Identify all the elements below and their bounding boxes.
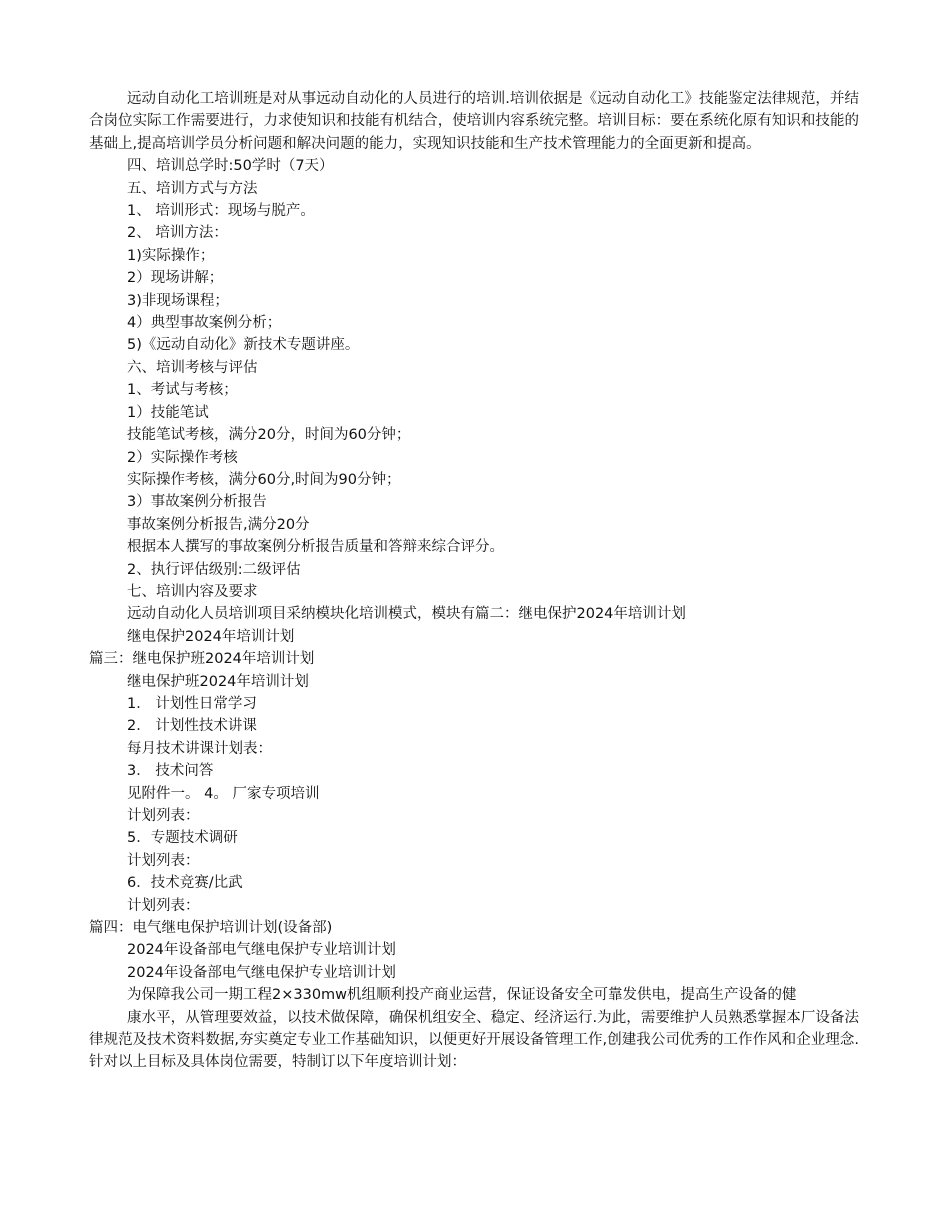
- closing-paragraph: 康水平，从管理要效益，以技术做保障，确保机组安全、稳定、经济运行.为此，需要维护人员熟悉掌握本厂设备法律规范及技术资料数据,夯实奠定专业工作基础知识，以便更好开展设备管理工作,创建我公司优秀的工作作风和企业理念.针对以上目标及具体岗位需要，特制订以下年度培训计划：: [89, 1009, 859, 1071]
- text-line: 2）现场讲解；: [127, 270, 224, 287]
- text-line: 四、培训总学时:50学时（7天）: [127, 158, 334, 175]
- text-line: 每月技术讲课计划表：: [127, 740, 272, 757]
- document-page: [89, 88, 859, 1074]
- document-lines: [89, 155, 859, 984]
- text-line: 3)非现场课程；: [127, 292, 229, 309]
- text-line: 5)《远动自动化》新技术专题讲座。: [127, 337, 360, 354]
- text-line: 六、培训考核与评估: [127, 359, 258, 376]
- text-line: 1、 培训形式：现场与脱产。: [127, 203, 315, 220]
- text-line: 技能笔试考核，满分20分，时间为60分钟；: [127, 427, 411, 444]
- text-line: 远动自动化人员培训项目采纳模块化培训模式，模块有篇二：继电保护2024年培训计划: [127, 606, 686, 623]
- text-line: 七、培训内容及要求: [127, 583, 258, 600]
- text-line: 篇三：继电保护班2024年培训计划: [89, 651, 315, 668]
- text-line: 计划列表：: [127, 808, 200, 824]
- text-line: 1)实际操作；: [127, 247, 215, 264]
- text-line: 2、 培训方法：: [127, 225, 228, 242]
- text-line: 2024年设备部电气继电保护专业培训计划: [127, 964, 396, 981]
- text-line: 事故案例分析报告,满分20分: [127, 516, 310, 533]
- text-line: 2、执行评估级别:二级评估: [127, 561, 301, 578]
- text-line: 2． 计划性技术讲课: [127, 718, 257, 735]
- text-line: 5．专题技术调研: [127, 830, 238, 847]
- text-line: 6．技术竞赛/比武: [127, 875, 243, 892]
- text-line: 计划列表：: [127, 897, 200, 914]
- text-line: 1、考试与考核；: [127, 382, 238, 399]
- text-line: 继电保护2024年培训计划: [127, 628, 295, 645]
- text-line: 3． 技术问答: [127, 763, 214, 780]
- text-line: 2）实际操作考核: [127, 449, 238, 466]
- text-line: 继电保护班2024年培训计划: [127, 673, 309, 690]
- closing-paragraph-start: 为保障我公司一期工程2×330mw机组顺利投产商业运营，保证设备安全可靠发供电，提高生产设备的健: [127, 987, 797, 1004]
- intro-paragraph: 远动自动化工培训班是对从事远动自动化的人员进行的培训.培训依据是《远动自动化工》技能鉴定法律规范，并结合岗位实际工作需要进行，力求使知识和技能有机结合，使培训内容系统完整。培训目标：要在系统化原有知识和技能的基础上,提高培训学员分析问题和解决问题的能力，实现知识技能和生产技术管理能力的全面更新和提高。: [89, 91, 859, 152]
- text-line: 4）典型事故案例分析；: [127, 315, 282, 332]
- text-line: 1． 计划性日常学习: [127, 695, 257, 712]
- text-line: 2024年设备部电气继电保护专业培训计划: [127, 942, 396, 959]
- text-line: 根据本人撰写的事故案例分析报告质量和答辩来综合评分。: [127, 539, 504, 556]
- text-line: 计划列表：: [127, 852, 200, 869]
- text-line: 实际操作考核，满分60分,时间为90分钟；: [127, 471, 401, 488]
- text-line: 1）技能笔试: [127, 404, 209, 421]
- text-line: 3）事故案例分析报告: [127, 494, 267, 511]
- text-line: 五、培训方式与方法: [127, 180, 258, 197]
- text-line: 篇四：电气继电保护培训计划(设备部): [89, 920, 333, 937]
- text-line: 见附件一。 4。 厂家专项培训: [127, 785, 320, 802]
